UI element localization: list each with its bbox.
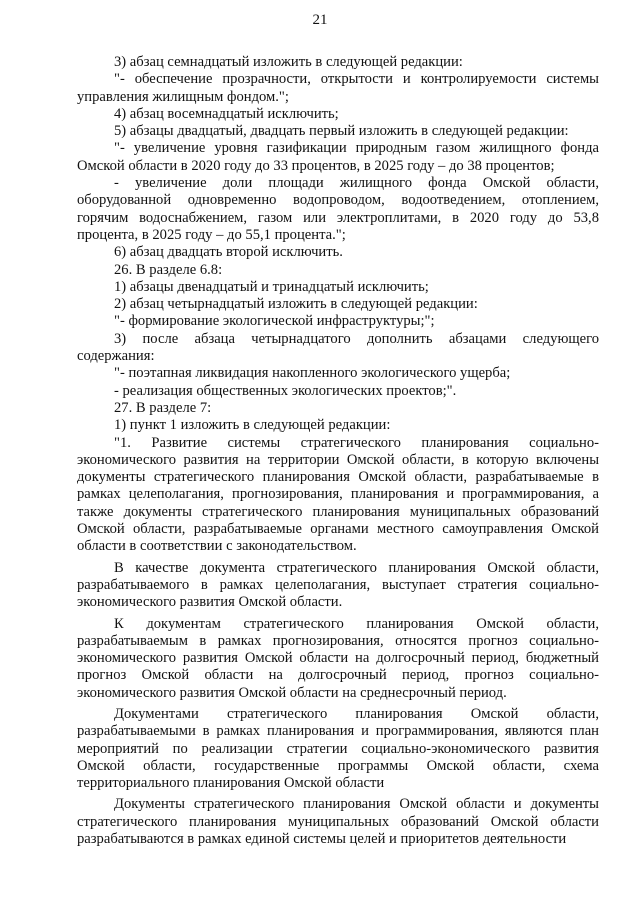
paragraph: "- увеличение уровня газификации природным газом жилищного фонда Омской области в 2020 году до 33 процентов, в 2025 году – до 38 процентов; <box>77 140 599 174</box>
paragraph: - реализация общественных экологических проектов;". <box>114 382 457 399</box>
paragraph: 4) абзац восемнадцатый исключить; <box>114 105 339 122</box>
paragraph: 3) после абзаца четырнадцатого дополнить абзацами следующего содержания: <box>77 330 599 365</box>
page-number: 21 <box>312 12 328 28</box>
paragraph: 26. В разделе 6.8: <box>114 261 223 278</box>
paragraph: "- поэтапная ликвидация накопленного экологического ущерба; <box>114 365 511 382</box>
paragraph: - увеличение доли площади жилищного фонда Омской области, оборудованной одновременно водопроводом, водоотведением, отоплением, горячим водоснабжением, газом или электроплитами, в 2020 году до 53,8 процента, в 2025 году – до 55,1 процента."; <box>77 175 599 243</box>
paragraph: "- обеспечение прозрачности, открытости и контролируемости системы управления жилищным фондом."; <box>77 71 599 105</box>
paragraph: 1) абзацы двенадцатый и тринадцатый исключить; <box>114 278 429 295</box>
paragraph: 1) пункт 1 изложить в следующей редакции: <box>114 417 391 434</box>
paragraph: 2) абзац четырнадцатый изложить в следующей редакции: <box>114 296 478 313</box>
paragraph: К документам стратегического планирования Омской области, разрабатываемым в рамках прогнозирования, относятся прогноз социально-экономического развития Омской области на долгосрочный период, бюджетный прогноз Омской области на долгосрочный период, прогноз социально-экономического развития Омской области на среднесрочный период. <box>77 615 599 701</box>
paragraph: "1. Развитие системы стратегического планирования социально-экономического развития на территории Омской области, в которую включены документы стратегического планирования Омской области, разрабатываемые в рамках целеполагания, прогнозирования, планирования и программирования, а также документы стратегического планирования муниципальных образований Омской области, разрабатываемые органами местного самоуправления Омской области в соответствии с законодательством. <box>77 434 599 555</box>
paragraph: 3) абзац семнадцатый изложить в следующей редакции: <box>114 54 463 70</box>
paragraph: 5) абзацы двадцатый, двадцать первый изложить в следующей редакции: <box>114 123 569 140</box>
paragraph: Документы стратегического планирования Омской области и документы стратегического планирования муниципальных образований Омской области разрабатываются в рамках единой системы целей и приоритетов деятельности <box>77 796 599 848</box>
paragraph: "- формирование экологической инфраструктуры;"; <box>114 313 435 330</box>
paragraph: Документами стратегического планирования Омской области, разрабатываемыми в рамках планирования и программирования, являются план мероприятий по реализации стратегии социально-экономического развития Омской области, государственные программы Омской области, схема территориального планирования Омской области <box>77 705 599 792</box>
paragraph: 27. В разделе 7: <box>114 399 212 416</box>
paragraph: 6) абзац двадцать второй исключить. <box>114 244 343 261</box>
paragraph: В качестве документа стратегического планирования Омской области, разрабатываемого в рамках целеполагания, выступает стратегия социально-экономического развития Омской области. <box>77 559 599 611</box>
document-body <box>77 54 599 848</box>
